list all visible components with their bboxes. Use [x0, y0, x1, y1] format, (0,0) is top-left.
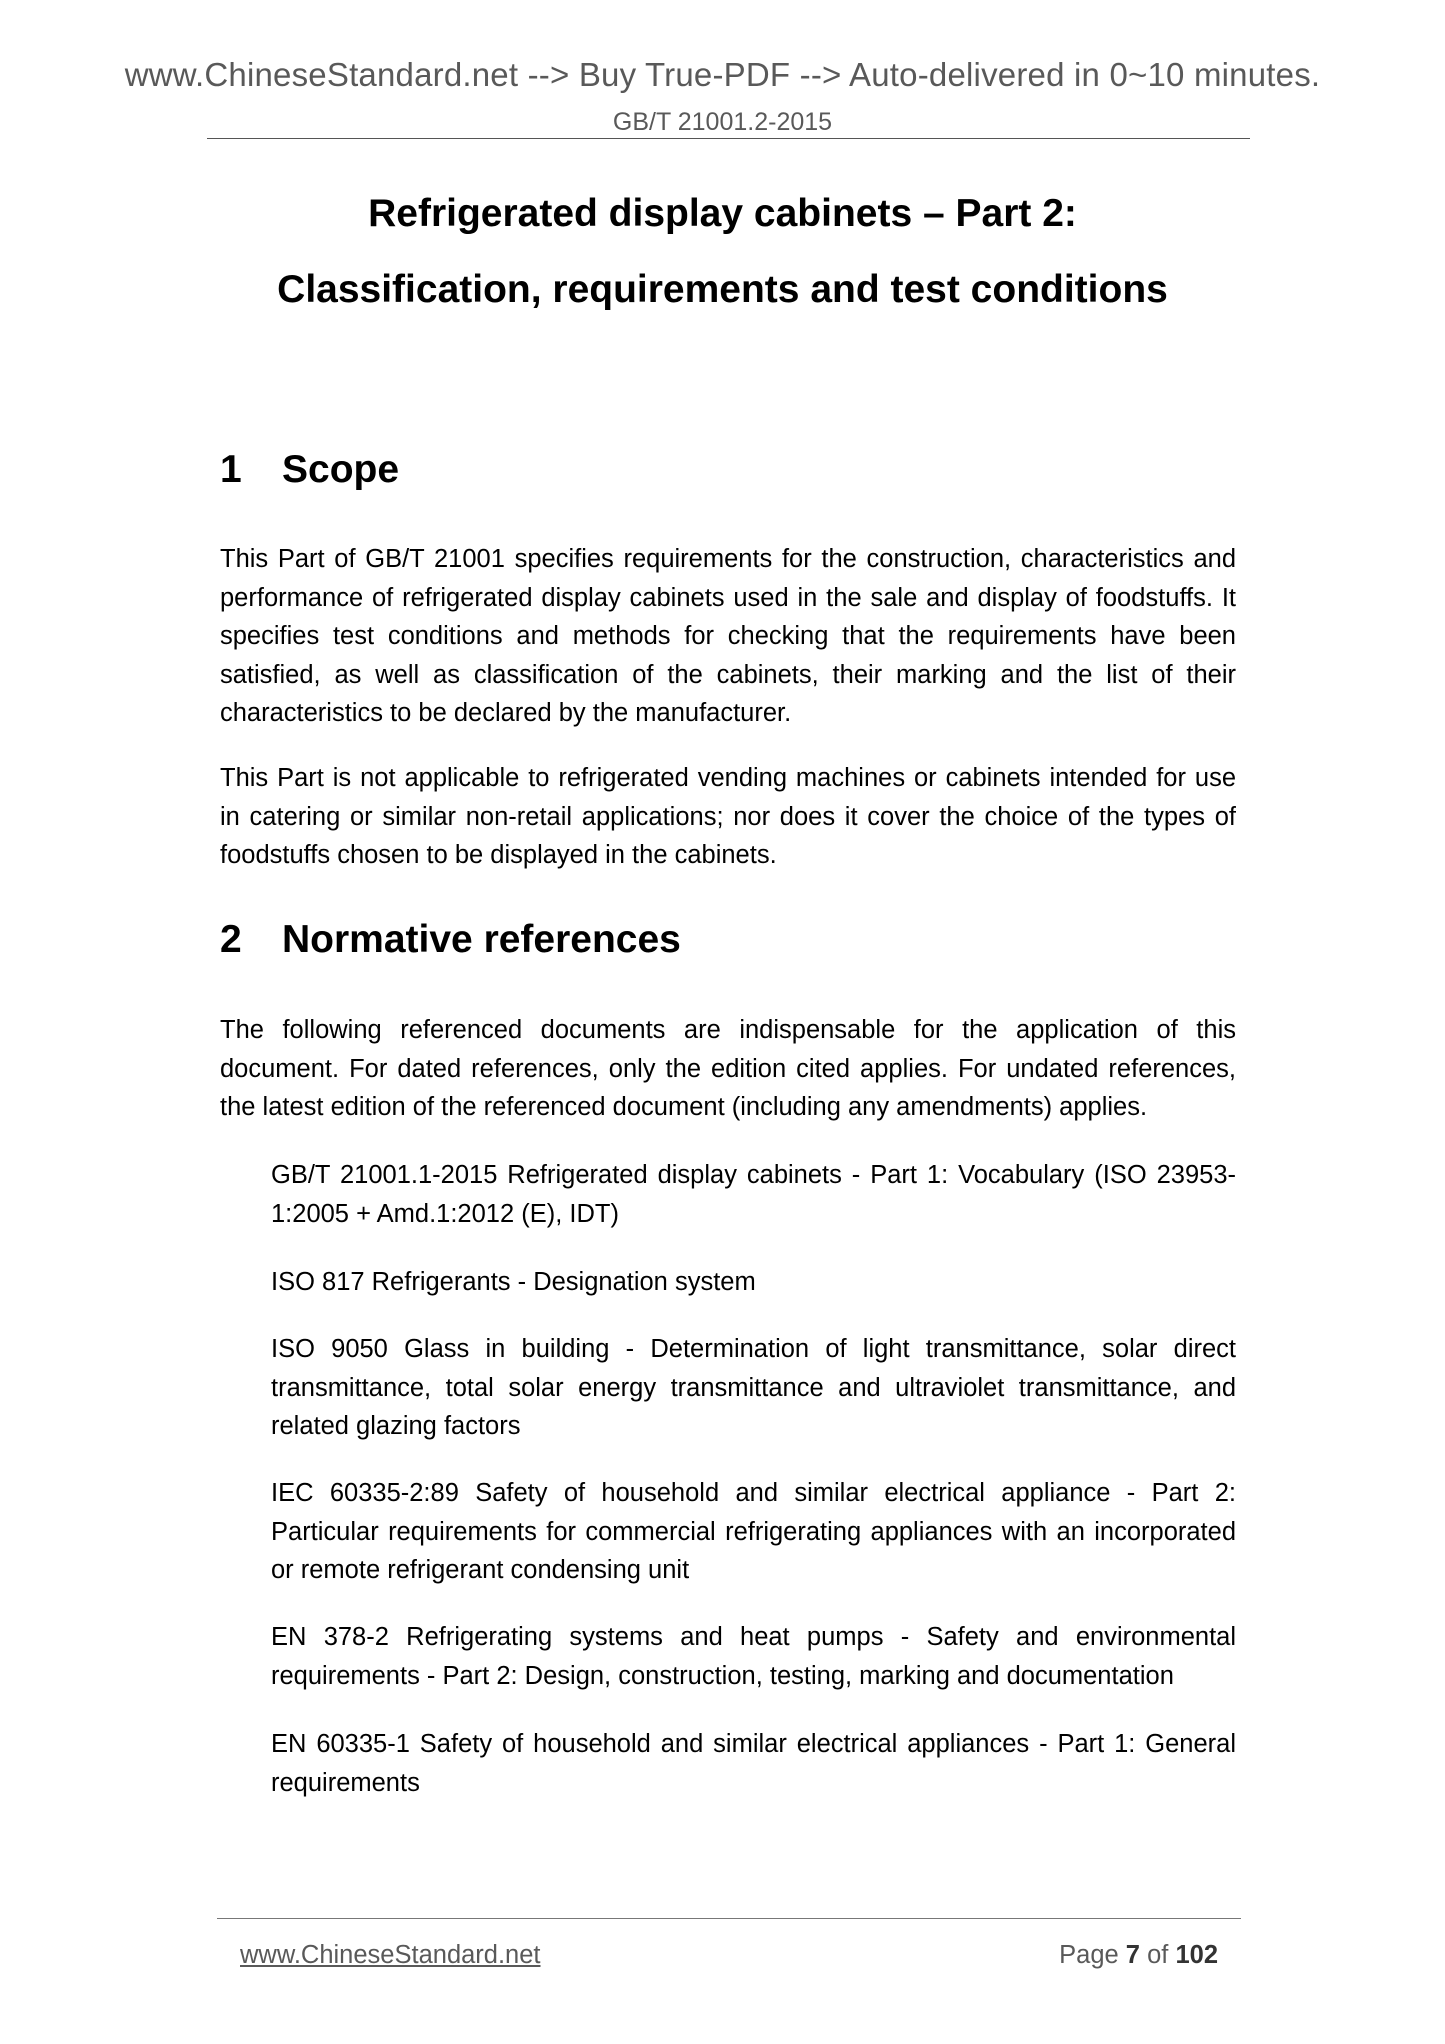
scope-paragraph-2: This Part is not applicable to refrigerated vending machines or cabinets intended for use in catering or similar non-retail applications; nor does it cover the choice of the types of foodstuffs chosen to be displayed in the cabinets. — [220, 764, 1236, 869]
references-intro-paragraph: The following referenced documents are indispensable for the application of this document. For dated references, only the edition cited applies. For undated references, the latest edition of the referenced document (including any amendments) applies. — [220, 1016, 1236, 1121]
section-title: Scope — [282, 448, 400, 491]
reference-item: ISO 817 Refrigerants - Designation system — [271, 1268, 756, 1296]
page-current: 7 — [1125, 1941, 1140, 1969]
reference-item: EN 378-2 Refrigerating systems and heat pumps - Safety and environmental requirements - Part 2: Design, construction, testing, marking and documentation — [271, 1623, 1236, 1690]
reference-item: IEC 60335-2:89 Safety of household and similar electrical appliance - Part 2: Particular requirements for commercial refrigerating appliances with an incorporated or remote refrigerant condensing unit — [271, 1479, 1236, 1584]
page-total: 102 — [1175, 1941, 1218, 1969]
reference-item: EN 60335-1 Safety of household and similar electrical appliances - Part 1: General requirements — [271, 1730, 1236, 1797]
scope-paragraph-1: This Part of GB/T 21001 specifies requirements for the construction, characteristics and performance of refrigerated display cabinets used in the sale and display of foodstuffs. It specifies test conditions and methods for checking that the requirements have been satisfied, as well as classification of the cabinets, their marking and the list of their characteristics to be declared by the manufacturer. — [220, 545, 1236, 727]
document-title-line2: Classification, requirements and test conditions — [277, 268, 1168, 311]
section-number: 1 — [220, 448, 242, 491]
footer-divider — [217, 1918, 1241, 1919]
document-title-line1: Refrigerated display cabinets – Part 2: — [368, 192, 1077, 235]
section-number: 2 — [220, 918, 242, 961]
header-banner: www.ChineseStandard.net --> Buy True-PDF --> Auto-delivered in 0~10 minutes. — [124, 56, 1321, 93]
section-heading-normative-references — [220, 918, 681, 962]
header-standard-code: GB/T 21001.2-2015 — [612, 108, 833, 136]
page-label: Page — [1059, 1941, 1119, 1969]
section-heading-scope — [220, 448, 399, 492]
footer-site-link[interactable]: www.ChineseStandard.net — [240, 1941, 541, 1969]
header-divider — [207, 138, 1250, 139]
reference-item: GB/T 21001.1-2015 Refrigerated display cabinets - Part 1: Vocabulary (ISO 23953-1:2005 + Amd.1:2012 (E), IDT) — [271, 1161, 1236, 1228]
reference-item: ISO 9050 Glass in building - Determination of light transmittance, solar direct transmittance, total solar energy transmittance and ultraviolet transmittance, and related glazing factors — [271, 1335, 1236, 1440]
section-title: Normative references — [282, 918, 681, 961]
page-number — [1059, 1941, 1218, 1970]
page-of: of — [1147, 1941, 1169, 1969]
